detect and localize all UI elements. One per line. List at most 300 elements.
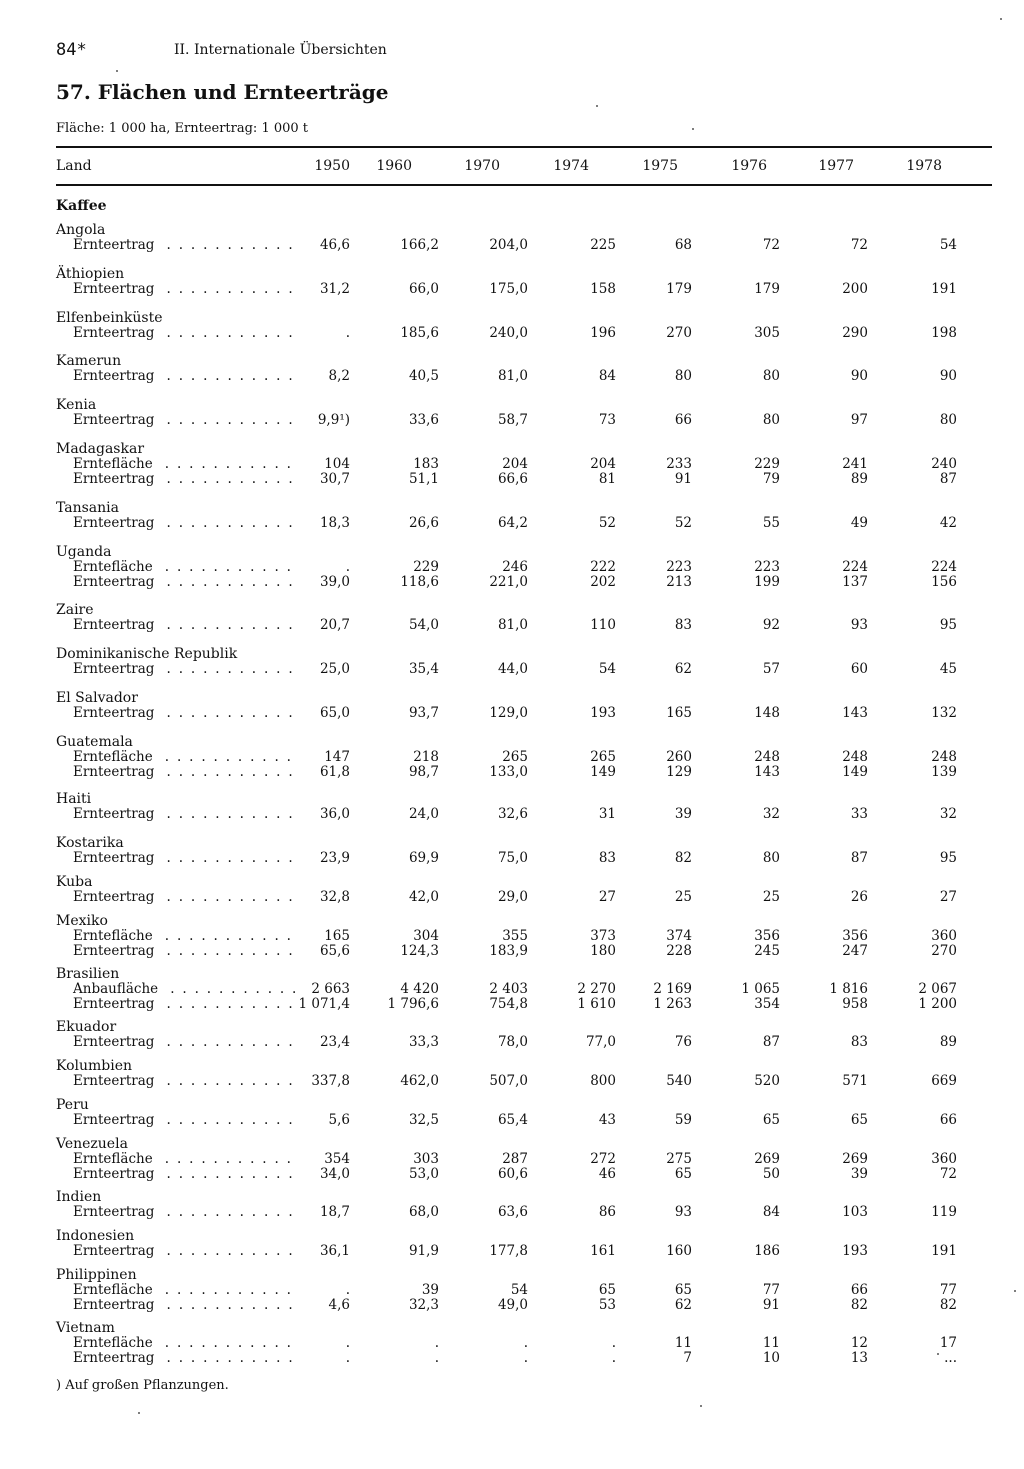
cell-value-1970: . — [523, 1350, 528, 1366]
table-row — [0, 705, 1024, 721]
cell-value-1960: 39 — [421, 1282, 439, 1298]
country-name: Kuba — [56, 874, 93, 890]
cell-value-1975: 80 — [674, 368, 692, 384]
cell-value-1950: . — [345, 325, 350, 341]
cell-value-1974: 193 — [590, 705, 616, 721]
leader-dots: . . . . . . . . . . . — [158, 928, 293, 944]
country-name: Uganda — [56, 544, 112, 560]
cell-value-1950: 23,4 — [319, 1034, 350, 1050]
cell-value-1978: 198 — [931, 325, 957, 341]
cell-value-1960: 69,9 — [408, 850, 439, 866]
cell-value-1960: 33,6 — [408, 412, 439, 428]
cell-value-1975: 228 — [666, 943, 692, 959]
row-label — [73, 764, 295, 780]
cell-value-1970: 133,0 — [489, 764, 528, 780]
country-name: Madagaskar — [56, 441, 145, 457]
row-label — [73, 1166, 295, 1182]
country-name: Mexiko — [56, 913, 108, 929]
country-name: Elfenbeinküste — [56, 310, 163, 326]
cell-value-1976: 25 — [762, 889, 780, 905]
row-label — [73, 1297, 295, 1313]
row-label-text: Ernteertrag — [73, 471, 155, 487]
cell-value-1978: 248 — [931, 749, 957, 765]
cell-value-1975: 129 — [666, 764, 692, 780]
column-header-land: Land — [56, 158, 92, 174]
cell-value-1977: 248 — [842, 749, 868, 765]
cell-value-1974: 86 — [598, 1204, 616, 1220]
cell-value-1975: 374 — [666, 928, 692, 944]
cell-value-1978: 87 — [939, 471, 957, 487]
row-label — [73, 617, 295, 633]
cell-value-1976: 79 — [762, 471, 780, 487]
cell-value-1960: . — [434, 1350, 439, 1366]
row-label-text: Ernteertrag — [73, 237, 155, 253]
cell-value-1978: 42 — [939, 515, 957, 531]
cell-value-1970: 49,0 — [497, 1297, 528, 1313]
table-row — [0, 981, 1024, 997]
cell-value-1978: 66 — [939, 1112, 957, 1128]
cell-value-1970: 58,7 — [497, 412, 528, 428]
row-label-text: Ernteertrag — [73, 515, 155, 531]
cell-value-1977: 1 816 — [829, 981, 868, 997]
row-label — [73, 1204, 295, 1220]
country-name: Kolumbien — [56, 1058, 133, 1074]
cell-value-1978: 191 — [931, 281, 957, 297]
cell-value-1950: 5,6 — [328, 1112, 350, 1128]
country-name: Peru — [56, 1097, 89, 1113]
table-row — [0, 1204, 1024, 1220]
table-row — [0, 1073, 1024, 1089]
row-label — [73, 806, 295, 822]
table-row — [0, 889, 1024, 905]
cell-value-1970: 54 — [510, 1282, 528, 1298]
cell-value-1970: 177,8 — [489, 1243, 528, 1259]
row-label-text: Ernteertrag — [73, 943, 155, 959]
cell-value-1975: 66 — [674, 412, 692, 428]
scan-speck — [138, 1412, 140, 1414]
cell-value-1975: 270 — [666, 325, 692, 341]
row-label — [73, 1350, 295, 1366]
cell-value-1976: 520 — [754, 1073, 780, 1089]
cell-value-1975: 59 — [674, 1112, 692, 1128]
cell-value-1978: 2 067 — [918, 981, 957, 997]
cell-value-1977: 12 — [850, 1335, 868, 1351]
cell-value-1976: 57 — [762, 661, 780, 677]
cell-value-1960: 183 — [413, 456, 439, 472]
cell-value-1960: 42,0 — [408, 889, 439, 905]
cell-value-1960: 303 — [413, 1151, 439, 1167]
cell-value-1976: 92 — [762, 617, 780, 633]
cell-value-1950: . — [345, 1282, 350, 1298]
table-row — [0, 1112, 1024, 1128]
country-name: Guatemala — [56, 734, 133, 750]
cell-value-1960: 66,0 — [408, 281, 439, 297]
cell-value-1960: 54,0 — [408, 617, 439, 633]
cell-value-1976: 80 — [762, 412, 780, 428]
table-row — [0, 996, 1024, 1012]
cell-value-1978: 77 — [939, 1282, 957, 1298]
cell-value-1970: 265 — [502, 749, 528, 765]
cell-value-1970: 287 — [502, 1151, 528, 1167]
row-label — [73, 325, 295, 341]
cell-value-1976: 50 — [762, 1166, 780, 1182]
leader-dots: . . . . . . . . . . . — [160, 1073, 295, 1089]
row-label-text: Erntefläche — [73, 456, 153, 472]
row-label-text: Ernteertrag — [73, 1112, 155, 1128]
cell-value-1960: 185,6 — [400, 325, 439, 341]
cell-value-1974: 84 — [598, 368, 616, 384]
cell-value-1977: 224 — [842, 559, 868, 575]
cell-value-1960: 4 420 — [400, 981, 439, 997]
row-label-text: Ernteertrag — [73, 996, 155, 1012]
cell-value-1978: 95 — [939, 850, 957, 866]
leader-dots: . . . . . . . . . . . — [160, 1297, 295, 1313]
cell-value-1960: 124,3 — [400, 943, 439, 959]
cell-value-1950: 18,7 — [319, 1204, 350, 1220]
cell-value-1977: 269 — [842, 1151, 868, 1167]
table-row — [0, 515, 1024, 531]
cell-value-1975: 223 — [666, 559, 692, 575]
cell-value-1960: 35,4 — [408, 661, 439, 677]
cell-value-1977: 39 — [850, 1166, 868, 1182]
row-label-text: Ernteertrag — [73, 661, 155, 677]
country-name: Philippinen — [56, 1267, 137, 1283]
row-label — [73, 456, 293, 472]
cell-value-1974: 158 — [590, 281, 616, 297]
cell-value-1976: 269 — [754, 1151, 780, 1167]
leader-dots: . . . . . . . . . . . — [158, 559, 293, 575]
units-note: Fläche: 1 000 ha, Ernteertrag: 1 000 t — [56, 121, 309, 136]
cell-value-1975: 1 263 — [653, 996, 692, 1012]
leader-dots: . . . . . . . . . . . — [158, 749, 293, 765]
scan-speck — [116, 70, 118, 72]
cell-value-1950: 30,7 — [319, 471, 350, 487]
cell-value-1976: 91 — [762, 1297, 780, 1313]
cell-value-1950: 46,6 — [319, 237, 350, 253]
cell-value-1978: 191 — [931, 1243, 957, 1259]
cell-value-1977: 72 — [850, 237, 868, 253]
cell-value-1976: 229 — [754, 456, 780, 472]
leader-dots: . . . . . . . . . . . — [158, 1282, 293, 1298]
row-label-text: Ernteertrag — [73, 1166, 155, 1182]
country-name: Venezuela — [56, 1136, 128, 1152]
table-header-row — [0, 158, 1024, 178]
cell-value-1970: 44,0 — [497, 661, 528, 677]
cell-value-1960: 24,0 — [408, 806, 439, 822]
cell-value-1976: 10 — [762, 1350, 780, 1366]
cell-value-1950: . — [345, 1335, 350, 1351]
cell-value-1977: 103 — [842, 1204, 868, 1220]
leader-dots: . . . . . . . . . . . — [160, 850, 295, 866]
cell-value-1974: 31 — [598, 806, 616, 822]
cell-value-1960: 304 — [413, 928, 439, 944]
column-header-1950: 1950 — [314, 158, 350, 174]
leader-dots: . . . . . . . . . . . — [160, 889, 295, 905]
cell-value-1978: 224 — [931, 559, 957, 575]
cell-value-1960: 1 796,6 — [387, 996, 439, 1012]
running-head — [56, 40, 387, 60]
column-header-1970: 1970 — [464, 158, 500, 174]
table-row — [0, 617, 1024, 633]
table-row — [0, 928, 1024, 944]
row-label — [73, 1151, 293, 1167]
cell-value-1977: 13 — [850, 1350, 868, 1366]
cell-value-1977: 356 — [842, 928, 868, 944]
row-label — [73, 237, 295, 253]
leader-dots: . . . . . . . . . . . — [160, 996, 295, 1012]
cell-value-1976: 148 — [754, 705, 780, 721]
cell-value-1978: 72 — [939, 1166, 957, 1182]
country-name: Brasilien — [56, 966, 120, 982]
cell-value-1978: 80 — [939, 412, 957, 428]
row-label — [73, 996, 295, 1012]
cell-value-1977: 193 — [842, 1243, 868, 1259]
cell-value-1975: 62 — [674, 661, 692, 677]
cell-value-1970: 64,2 — [497, 515, 528, 531]
cell-value-1950: 39,0 — [319, 574, 350, 590]
cell-value-1977: 97 — [850, 412, 868, 428]
cell-value-1977: 958 — [842, 996, 868, 1012]
cell-value-1974: . — [611, 1335, 616, 1351]
cell-value-1974: 53 — [598, 1297, 616, 1313]
cell-value-1960: 33,3 — [408, 1034, 439, 1050]
table-row — [0, 749, 1024, 765]
cell-value-1974: 46 — [598, 1166, 616, 1182]
row-label-text: Ernteertrag — [73, 1243, 155, 1259]
table-row — [0, 368, 1024, 384]
cell-value-1974: 77,0 — [585, 1034, 616, 1050]
leader-dots: . . . . . . . . . . . — [160, 1350, 295, 1366]
cell-value-1978: 156 — [931, 574, 957, 590]
cell-value-1974: 65 — [598, 1282, 616, 1298]
cell-value-1977: 149 — [842, 764, 868, 780]
row-label — [73, 889, 295, 905]
row-label-text: Erntefläche — [73, 1151, 153, 1167]
row-label-text: Ernteertrag — [73, 806, 155, 822]
cell-value-1970: 32,6 — [497, 806, 528, 822]
cell-value-1978: 89 — [939, 1034, 957, 1050]
country-name: El Salvador — [56, 690, 138, 706]
cell-value-1950: 61,8 — [319, 764, 350, 780]
column-header-1960: 1960 — [376, 158, 412, 174]
cell-value-1970: 204,0 — [489, 237, 528, 253]
cell-value-1976: 305 — [754, 325, 780, 341]
cell-value-1974: 272 — [590, 1151, 616, 1167]
cell-value-1975: 11 — [674, 1335, 692, 1351]
cell-value-1970: 60,6 — [497, 1166, 528, 1182]
cell-value-1975: 83 — [674, 617, 692, 633]
cell-value-1975: 82 — [674, 850, 692, 866]
cell-value-1950: 31,2 — [319, 281, 350, 297]
cell-value-1970: 63,6 — [497, 1204, 528, 1220]
table-row — [0, 1243, 1024, 1259]
cell-value-1976: 80 — [762, 368, 780, 384]
country-name: Zaire — [56, 602, 94, 618]
cell-value-1950: 65,6 — [319, 943, 350, 959]
cell-value-1974: 110 — [590, 617, 616, 633]
cell-value-1970: 29,0 — [497, 889, 528, 905]
cell-value-1974: 265 — [590, 749, 616, 765]
cell-value-1974: 52 — [598, 515, 616, 531]
cell-value-1974: 73 — [598, 412, 616, 428]
cell-value-1976: 354 — [754, 996, 780, 1012]
cell-value-1978: 240 — [931, 456, 957, 472]
row-label-text: Ernteertrag — [73, 1073, 155, 1089]
leader-dots: . . . . . . . . . . . — [160, 471, 295, 487]
cell-value-1977: 200 — [842, 281, 868, 297]
cell-value-1977: 90 — [850, 368, 868, 384]
cell-value-1977: 290 — [842, 325, 868, 341]
table-row — [0, 1282, 1024, 1298]
table-row — [0, 943, 1024, 959]
row-label — [73, 1073, 295, 1089]
leader-dots: . . . . . . . . . . . — [160, 1166, 295, 1182]
row-label-text: Ernteertrag — [73, 368, 155, 384]
cell-value-1974: 83 — [598, 850, 616, 866]
cell-value-1960: 98,7 — [408, 764, 439, 780]
cell-value-1978: 360 — [931, 1151, 957, 1167]
table-row — [0, 412, 1024, 428]
cell-value-1950: 25,0 — [319, 661, 350, 677]
cell-value-1976: 223 — [754, 559, 780, 575]
cell-value-1950: 337,8 — [311, 1073, 350, 1089]
column-header-1978: 1978 — [906, 158, 942, 174]
cell-value-1950: 32,8 — [319, 889, 350, 905]
leader-dots: . . . . . . . . . . . — [160, 1243, 295, 1259]
leader-dots: . . . . . . . . . . . — [160, 1034, 295, 1050]
cell-value-1974: 1 610 — [577, 996, 616, 1012]
cell-value-1977: 241 — [842, 456, 868, 472]
cell-value-1960: 32,5 — [408, 1112, 439, 1128]
cell-value-1974: 2 270 — [577, 981, 616, 997]
cell-value-1950: 18,3 — [319, 515, 350, 531]
row-label-text: Ernteertrag — [73, 281, 155, 297]
cell-value-1974: 43 — [598, 1112, 616, 1128]
table-row — [0, 661, 1024, 677]
cell-value-1975: 39 — [674, 806, 692, 822]
cell-value-1974: 222 — [590, 559, 616, 575]
cell-value-1960: 91,9 — [408, 1243, 439, 1259]
cell-value-1960: 51,1 — [408, 471, 439, 487]
cell-value-1978: 669 — [931, 1073, 957, 1089]
section-label: Kaffee — [56, 198, 107, 214]
cell-value-1950: 9,9¹) — [317, 412, 350, 428]
cell-value-1974: 202 — [590, 574, 616, 590]
cell-value-1976: 245 — [754, 943, 780, 959]
leader-dots: . . . . . . . . . . . — [164, 981, 299, 997]
cell-value-1976: 248 — [754, 749, 780, 765]
row-label — [73, 749, 293, 765]
country-name: Indonesien — [56, 1228, 135, 1244]
cell-value-1960: 68,0 — [408, 1204, 439, 1220]
cell-value-1977: 87 — [850, 850, 868, 866]
country-name: Vietnam — [56, 1320, 115, 1336]
cell-value-1977: 83 — [850, 1034, 868, 1050]
country-name: Kostarika — [56, 835, 124, 851]
cell-value-1970: 175,0 — [489, 281, 528, 297]
table-row — [0, 1335, 1024, 1351]
cell-value-1950: 65,0 — [319, 705, 350, 721]
cell-value-1976: 199 — [754, 574, 780, 590]
cell-value-1970: 183,9 — [489, 943, 528, 959]
cell-value-1974: 204 — [590, 456, 616, 472]
cell-value-1975: 93 — [674, 1204, 692, 1220]
cell-value-1978: 32 — [939, 806, 957, 822]
table-row — [0, 1350, 1024, 1366]
cell-value-1950: 147 — [324, 749, 350, 765]
leader-dots: . . . . . . . . . . . — [160, 617, 295, 633]
cell-value-1976: 77 — [762, 1282, 780, 1298]
row-label — [73, 1112, 295, 1128]
cell-value-1977: 571 — [842, 1073, 868, 1089]
cell-value-1970: 507,0 — [489, 1073, 528, 1089]
row-label — [73, 368, 295, 384]
cell-value-1975: 91 — [674, 471, 692, 487]
leader-dots: . . . . . . . . . . . — [158, 1335, 293, 1351]
cell-value-1976: 143 — [754, 764, 780, 780]
country-name: Dominikanische Republik — [56, 646, 238, 662]
scan-speck — [692, 128, 694, 130]
cell-value-1978: 82 — [939, 1297, 957, 1313]
leader-dots: . . . . . . . . . . . — [160, 515, 295, 531]
table-row — [0, 764, 1024, 780]
cell-value-1950: 20,7 — [319, 617, 350, 633]
cell-value-1960: . — [434, 1335, 439, 1351]
cell-value-1976: 65 — [762, 1112, 780, 1128]
cell-value-1950: 1 071,4 — [298, 996, 350, 1012]
cell-value-1974: 27 — [598, 889, 616, 905]
table-row — [0, 1151, 1024, 1167]
cell-value-1976: 84 — [762, 1204, 780, 1220]
cell-value-1974: 373 — [590, 928, 616, 944]
cell-value-1970: 246 — [502, 559, 528, 575]
scan-speck — [700, 1405, 702, 1407]
country-name: Kamerun — [56, 353, 122, 369]
row-label — [73, 559, 293, 575]
cell-value-1975: 68 — [674, 237, 692, 253]
cell-value-1960: 166,2 — [400, 237, 439, 253]
cell-value-1970: 754,8 — [489, 996, 528, 1012]
row-label-text: Ernteertrag — [73, 1297, 155, 1313]
row-label — [73, 574, 295, 590]
cell-value-1977: 93 — [850, 617, 868, 633]
cell-value-1978: 17 — [939, 1335, 957, 1351]
row-label-text: Ernteertrag — [73, 705, 155, 721]
cell-value-1975: 275 — [666, 1151, 692, 1167]
cell-value-1960: 40,5 — [408, 368, 439, 384]
table-row — [0, 325, 1024, 341]
cell-value-1978: 27 — [939, 889, 957, 905]
table-row — [0, 1297, 1024, 1313]
cell-value-1976: 186 — [754, 1243, 780, 1259]
table-row — [0, 850, 1024, 866]
cell-value-1977: 66 — [850, 1282, 868, 1298]
country-name: Ekuador — [56, 1019, 117, 1035]
cell-value-1978: 54 — [939, 237, 957, 253]
cell-value-1970: 221,0 — [489, 574, 528, 590]
cell-value-1975: 165 — [666, 705, 692, 721]
cell-value-1978: 119 — [931, 1204, 957, 1220]
row-label — [73, 1034, 295, 1050]
cell-value-1975: 76 — [674, 1034, 692, 1050]
cell-value-1950: 354 — [324, 1151, 350, 1167]
row-label — [73, 1243, 295, 1259]
cell-value-1975: 52 — [674, 515, 692, 531]
cell-value-1960: 93,7 — [408, 705, 439, 721]
cell-value-1950: 34,0 — [319, 1166, 350, 1182]
cell-value-1978: 270 — [931, 943, 957, 959]
leader-dots: . . . . . . . . . . . — [160, 661, 295, 677]
